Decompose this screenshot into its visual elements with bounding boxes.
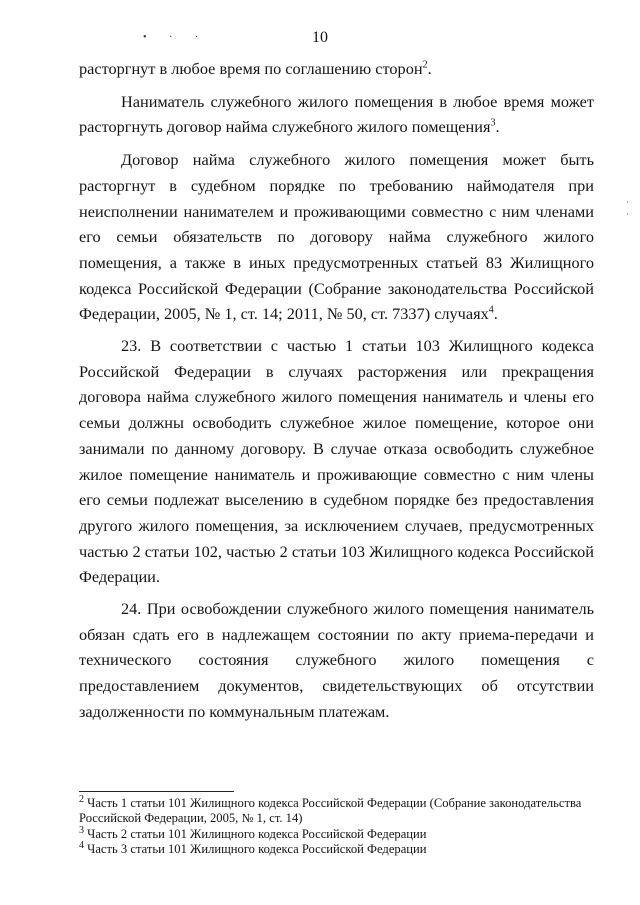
footnote-4: $^4$ Часть 3 статьи 101 Жилищного кодекса Российской Федерации — [79, 840, 427, 857]
footnote-divider — [79, 791, 234, 792]
paragraph-1: расторгнут в любое время по соглашению сторон$^2$. — [79, 59, 432, 78]
document-body — [79, 56, 594, 725]
page-number: 10 — [312, 29, 328, 46]
footnotes — [79, 793, 599, 858]
scan-margin-marks: ⸱ ⸱ — [626, 197, 629, 221]
footnote-ref-2[interactable]: 2 — [422, 59, 428, 71]
paragraph-23: 23. В соответствии с частью 1 статьи 103 Жилищного кодекса Российской Федерации в случаях расторжения или прекращения договора найма служебного жилого помещения наниматель и члены его семьи должны освободить служебное жилое помещение, которое они занимали по данному договору. В случае отказа освободить служебное жилое помещение наниматель и проживающие совместно с ним члены его семьи подлежат выселению в судебном порядке без предоставления другого жилого помещения, за исключением случаев, предусмотренных частью 2 статьи 102, частью 2 статьи 103 Жилищного кодекса Российской Федерации. — [79, 336, 594, 587]
paragraph-3: Договор найма служебного жилого помещения может быть расторгнут в судебном порядке по требованию наймодателя при неисполнении нанимателем и проживающими совместно с ним членами его семьи обязательств по договору найма служебного жилого помещения, а также в иных предусмотренных статьей 83 Жилищного кодекса Российской Федерации (Собрание законодательства Российской Федерации, 2005, № 1, ст. 14; 2011, № 50, ст. 7337) случаях$^4$. — [79, 150, 594, 324]
footnote-ref-4[interactable]: 4 — [488, 304, 494, 316]
scan-specks: • · · — [143, 32, 209, 43]
footnote-2: $^2$ Часть 1 статьи 101 Жилищного кодекса Российской Федерации (Собрание законодательства Российской Федерации, 2005, № 1, ст. 14) — [79, 793, 582, 826]
footnote-3: $^3$ Часть 2 статьи 101 Жилищного кодекса Российской Федерации — [79, 824, 427, 841]
paragraph-2: Наниматель служебного жилого помещения в любое время может расторгнуть договор найма служебного жилого помещения$^3$. — [79, 91, 594, 137]
footnote-ref-3[interactable]: 3 — [490, 117, 496, 129]
paragraph-24: 24. При освобождении служебного жилого помещения наниматель обязан сдать его в надлежащем состоянии по акту приема-передачи и технического состояния служебного жилого помещения с предоставлением документов, свидетельствующих об отсутствии задолженности по коммунальным платежам. — [79, 599, 594, 721]
